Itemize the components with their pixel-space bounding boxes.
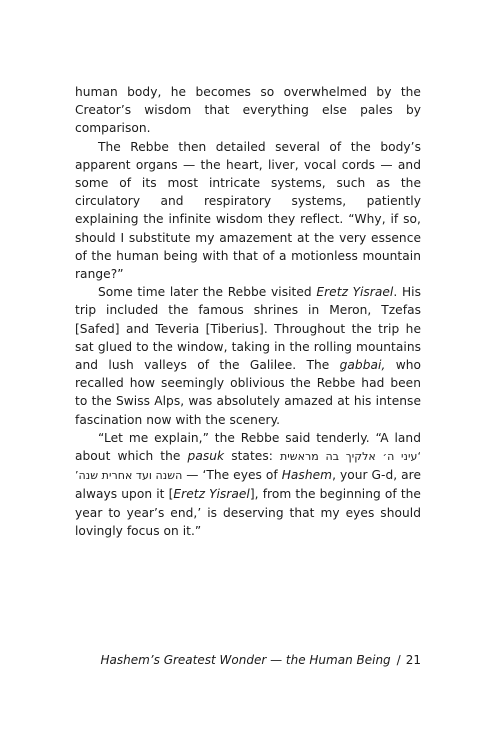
paragraph-4-text-c: states:: [224, 449, 280, 464]
paragraph-4-text-a: “Let me explain,” the Rebbe said tenderly. “A land about which the: [75, 430, 421, 464]
paragraph-2: [75, 138, 421, 284]
paragraph-3-gabbai: gabbai,: [339, 358, 386, 373]
running-footer: [101, 652, 422, 668]
paragraph-3-eretz-yisrael: Eretz Yisrael: [316, 285, 394, 300]
paragraph-1-text: human body, he becomes so overwhelmed by the Creator’s wisdom that everything else pales by comparison.: [75, 85, 421, 136]
paragraph-3-text-c: . His trip included the famous shrines in Meron, Tzefas [Safed] and Teveria [Tiberius]. Throughout the trip he sat glued to the window, taking in the rolling mountains and lush valleys of the Galilee. The: [75, 285, 421, 373]
paragraph-4-hashem: Hashem: [281, 468, 333, 483]
paragraph-2-text: The Rebbe then detailed several of the body’s apparent organs — the heart, liver, vocal cords — and some of its most intricate systems, such as the circulatory and respiratory systems, patiently explaining the infinite wisdom they reflect. “Why, if so, should I substitute my amazement at the very essence of the human being with that of a motionless mountain range?”: [75, 139, 421, 282]
paragraph-3-text-a: Some time later the Rebbe visited: [98, 285, 317, 300]
paragraph-4-text-h: ], from the beginning of the year to year’s end,’ is deserving that my eyes should lovingly focus on it.”: [75, 487, 421, 538]
paragraph-4-pasuk: pasuk: [187, 449, 225, 464]
paragraph-4-text-d: — ‘The eyes of: [182, 468, 282, 483]
page-number: 21: [405, 653, 421, 667]
paragraph-3: [75, 283, 421, 429]
footer-separator: /: [396, 653, 401, 667]
paragraph-4-text-f: , your G-d, are always upon it [: [75, 468, 422, 502]
paragraph-1: [75, 83, 421, 138]
body-text: [75, 83, 421, 540]
chapter-title: Hashem’s Greatest Wonder — the Human Being: [100, 653, 391, 667]
paragraph-4-eretz-yisrael: Eretz Yisrael: [173, 487, 250, 502]
hebrew-verse: ‘עיני ה׳ אלקיך בה מראשית השנה ועד אחרית שנה’: [75, 450, 421, 483]
paragraph-4: [75, 429, 421, 540]
paragraph-3-text-e: who recalled how seemingly oblivious the Rebbe had been to the Swiss Alps, was absolutely amazed at his intense fascination now with the scenery.: [75, 358, 421, 427]
